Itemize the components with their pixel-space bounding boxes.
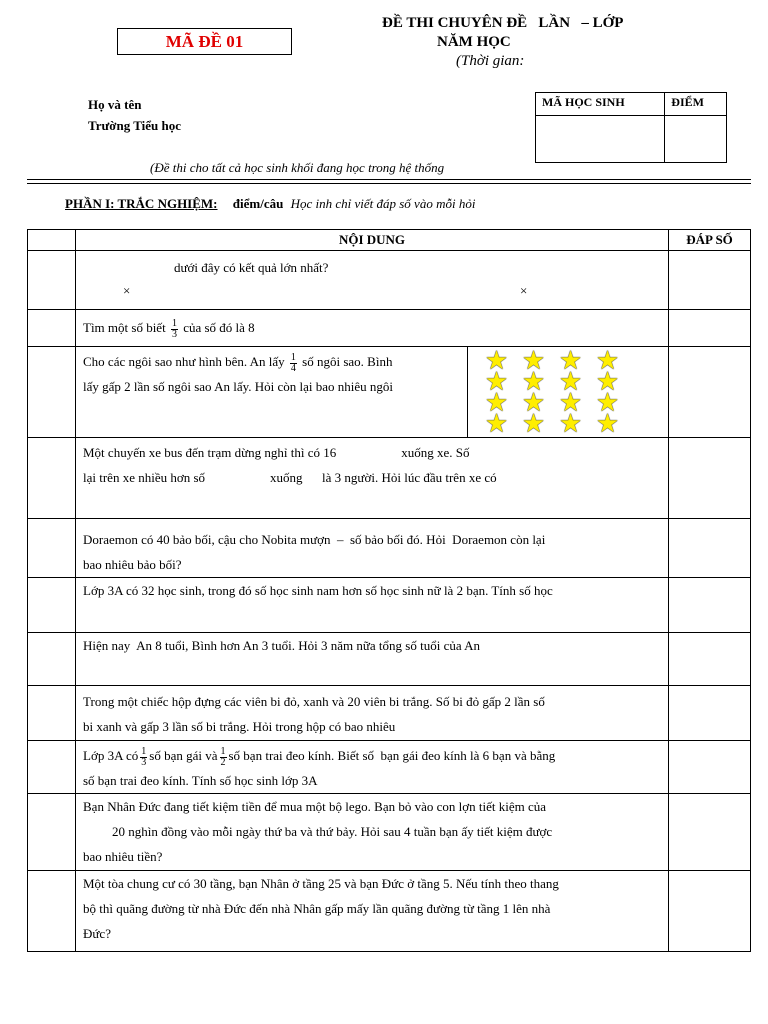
- header-answer: ĐÁP SỐ: [669, 230, 751, 251]
- fraction: $\frac{1}{3}$: [171, 317, 177, 340]
- star-icon: ★: [595, 388, 620, 417]
- question-2-text: Tìm một số biết $\frac{1}{3}$ của số đó là 8: [76, 310, 669, 347]
- star-icon: ★: [521, 367, 546, 396]
- question-row-8: [28, 686, 751, 741]
- question-row-6: [28, 578, 751, 633]
- answer-cell-10[interactable]: [669, 794, 751, 871]
- questions-table: [27, 229, 751, 952]
- star-icon: ★: [595, 346, 620, 375]
- divider: [27, 179, 751, 180]
- fraction: $\frac{1}{3}$: [141, 745, 147, 768]
- question-10-text: Bạn Nhân Đức đang tiết kiệm tiền để mua một bộ lego. Bạn bỏ vào con lợn tiết kiệm của 20 nghìn đồng vào mỗi ngày thứ ba và thứ bảy. Hỏi sau 4 tuần bạn ấy tiết kiệm được bao nhiêu tiền?: [76, 794, 669, 871]
- star-icon: ★: [484, 409, 509, 438]
- exam-code-box: [117, 28, 292, 55]
- student-code-field[interactable]: [536, 116, 665, 163]
- question-4-text: Một chuyến xe bus đến trạm dừng nghỉ thì có 16 xuống xe. Số lại trên xe nhiều hơn số xuống là 3 người. Hỏi lúc đầu trên xe có: [76, 438, 669, 519]
- fraction: $\frac{1}{2}$: [220, 745, 226, 768]
- answer-cell-2[interactable]: [669, 310, 751, 347]
- answer-cell-8[interactable]: [669, 686, 751, 741]
- question-8-text: Trong một chiếc hộp đựng các viên bi đỏ, xanh và 20 viên bi trắng. Số bi đỏ gấp 2 lần số bi xanh và gấp 3 lần số bi trắng. Hỏi trong hộp có bao nhiêu: [76, 686, 669, 741]
- question-row-9: [28, 741, 751, 794]
- times-symbol: ×: [520, 283, 528, 298]
- star-icon: ★: [558, 367, 583, 396]
- score-field[interactable]: [665, 116, 727, 163]
- answer-cell-11[interactable]: [669, 871, 751, 952]
- exam-code: MÃ ĐỀ 01: [165, 32, 244, 51]
- answer-cell-3[interactable]: [669, 347, 751, 438]
- star-icon: ★: [595, 409, 620, 438]
- star-icon: ★: [558, 409, 583, 438]
- divider: [27, 183, 751, 184]
- star-icon: ★: [521, 388, 546, 417]
- answer-cell-9[interactable]: [669, 741, 751, 794]
- part1-points: điểm/câu: [232, 196, 284, 211]
- part1-instruction: Học inh chỉ viết đáp số vào mỗi hỏi: [290, 196, 476, 211]
- exam-title-line1: ĐỀ THI CHUYÊN ĐỀ LẦN – LỚP: [382, 15, 624, 31]
- star-icon: ★: [484, 388, 509, 417]
- question-row-3: [28, 347, 751, 438]
- star-icon: ★: [558, 346, 583, 375]
- star-icon: ★: [484, 346, 509, 375]
- school-label: Trường Tiểu học: [88, 118, 182, 133]
- question-row-4: [28, 438, 751, 519]
- question-3-text: Cho các ngôi sao như hình bên. An lấy $\frac{1}{4}$ số ngôi sao. Bình lấy gấp 2 lần số ngôi sao An lấy. Hỏi còn lại bao nhiêu ngôi: [76, 347, 468, 437]
- answer-cell-1[interactable]: [669, 251, 751, 310]
- question-11-text: Một tòa chung cư có 30 tầng, bạn Nhân ở tầng 25 và bạn Đức ở tầng 5. Nếu tính theo thang bộ thì quãng đường từ nhà Đức đến nhà Nhân gấp mấy lần quãng đường từ tầng 1 lên nhà Đức?: [76, 871, 669, 952]
- times-symbol: ×: [123, 283, 131, 298]
- question-row-1: [28, 251, 751, 310]
- question-6-text: Lớp 3A có 32 học sinh, trong đó số học sinh nam hơn số học sinh nữ là 2 bạn. Tính số học: [76, 578, 669, 633]
- question-1-text: dưới đây có kết quả lớn nhất?: [174, 260, 329, 275]
- table-header: [28, 230, 751, 251]
- header-content: NỘI DUNG: [76, 230, 669, 251]
- star-icon: ★: [558, 388, 583, 417]
- star-icon: ★: [521, 409, 546, 438]
- question-row-7: [28, 633, 751, 686]
- question-row-2: [28, 310, 751, 347]
- star-icon: ★: [521, 346, 546, 375]
- question-5-text: Doraemon có 40 bảo bối, cậu cho Nobita mượn – số bảo bối đó. Hỏi Doraemon còn lại bao nhiêu bảo bối?: [76, 519, 669, 578]
- student-code-label: MÃ HỌC SINH: [536, 93, 665, 116]
- question-row-5: [28, 519, 751, 578]
- answer-cell-4[interactable]: [669, 438, 751, 519]
- score-label: ĐIỂM: [665, 93, 727, 116]
- answer-cell-7[interactable]: [669, 633, 751, 686]
- part1-label: PHẦN I: TRẮC NGHIỆM:: [65, 196, 218, 211]
- question-row-10: [28, 794, 751, 871]
- exam-time-label: (Thời gian:: [456, 53, 525, 69]
- question-9-text: Lớp 3A có $\frac{1}{3}$ số bạn gái và $\frac{1}{2}$ số bạn trai đeo kính. Biết số bạn gái đeo kính là 6 bạn và bằng số bạn trai đeo kính. Tính số học sinh lớp 3A: [76, 741, 669, 794]
- question-7-text: Hiện nay An 8 tuổi, Bình hơn An 3 tuổi. Hỏi 3 năm nữa tổng số tuổi của An: [76, 633, 669, 686]
- exam-note: (Đề thi cho tất cả học sinh khối đang học trong hệ thống: [150, 160, 445, 175]
- star-icon: ★: [595, 367, 620, 396]
- question-row-11: [28, 871, 751, 952]
- star-icon: ★: [484, 367, 509, 396]
- name-label: Họ và tên: [88, 97, 142, 112]
- fraction: $\frac{1}{4}$: [290, 351, 296, 374]
- header-number-cell: [28, 230, 76, 251]
- answer-cell-6[interactable]: [669, 578, 751, 633]
- student-info-table: [535, 92, 727, 163]
- exam-title-line2: NĂM HỌC: [437, 34, 511, 50]
- stars-figure: [468, 347, 626, 437]
- answer-cell-5[interactable]: [669, 519, 751, 578]
- part1-heading: [65, 196, 475, 212]
